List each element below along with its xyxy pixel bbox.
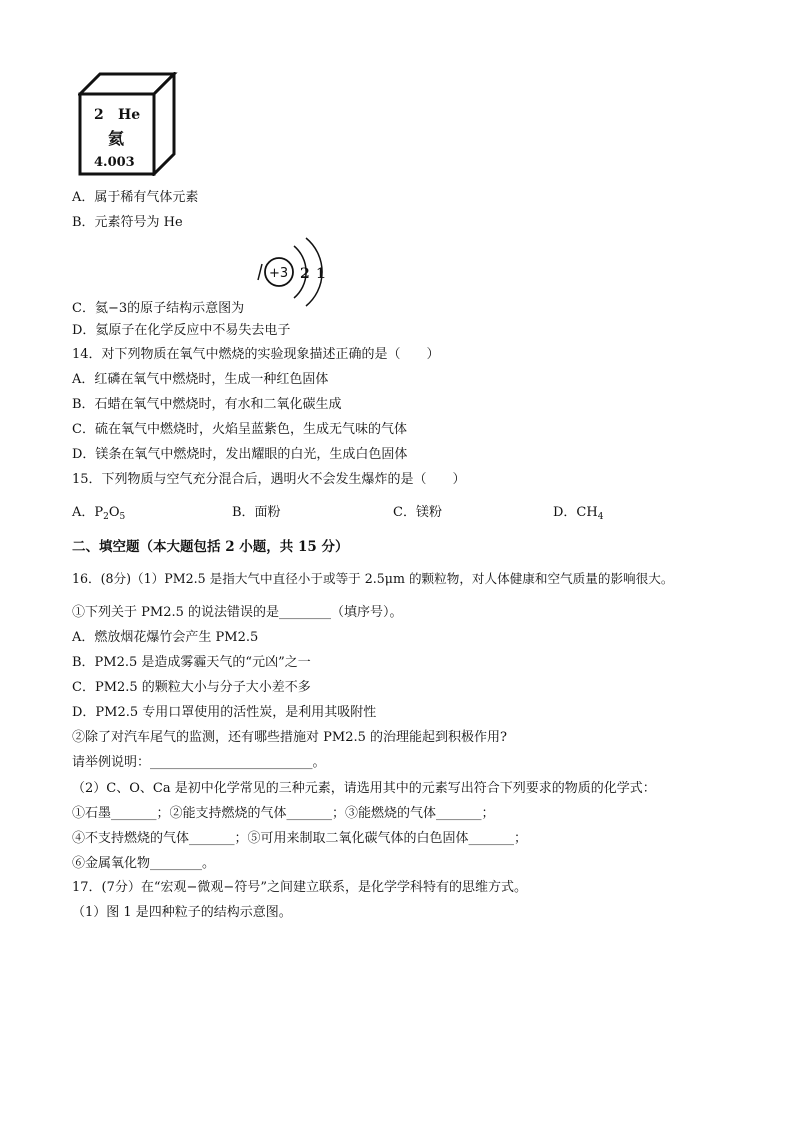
q14-option-d: D．镁条在氧气中燃烧时，发出耀眼的白光，生成白色固体 — [72, 447, 408, 462]
helium-element-tile — [78, 72, 178, 176]
q16-part5: ①石墨_______；②能支持燃烧的气体_______；③能燃烧的气体_______； — [72, 806, 495, 821]
q16-part4: （2）C、O、Ca 是初中化学常见的三种元素，请选用其中的元素写出符合下列要求的物质的化学式： — [72, 781, 656, 796]
tile-atomic-number: 2 — [94, 107, 104, 123]
shell2-electrons: 1 — [316, 266, 326, 282]
q16-part7: ⑥金属氧化物________。 — [72, 856, 216, 871]
helium3-atomic-structure-diagram — [250, 232, 330, 312]
q15-option-c: C．镁粉 — [393, 505, 442, 520]
q16-option-a: A．燃放烟花爆竹会产生 PM2.5 — [72, 630, 259, 645]
tile-atomic-mass: 4.003 — [94, 155, 135, 170]
nucleus-charge: +3 — [269, 266, 289, 281]
q17-stem: 17．(7分）在“宏观−微观−符号”之间建立联系，是化学学科特有的思维方式。 — [72, 880, 527, 895]
q13-option-c: C．氦−3的原子结构示意图为 — [72, 301, 245, 316]
q15-option-d: D．$CH_4$ — [553, 505, 604, 522]
tile-element-name: 氦 — [108, 129, 125, 148]
q13-option-b: B．元素符号为 He — [72, 215, 183, 230]
q15-option-b: B．面粉 — [232, 505, 281, 520]
shell1-electrons: 2 — [300, 266, 310, 282]
q16-part2: ②除了对汽车尾气的监测，还有哪些措施对 PM2.5 的治理能起到积极作用? — [72, 730, 507, 745]
q14-option-b: B．石蜡在氧气中燃烧时，有水和二氧化碳生成 — [72, 397, 342, 412]
tile-symbol: He — [118, 107, 141, 123]
q16-option-b: B．PM2.5 是造成雾霾天气的“元凶”之一 — [72, 655, 311, 670]
q16-option-d: D．PM2.5 专用口罩使用的活性炭，是利用其吸附性 — [72, 705, 377, 720]
q14-option-a: A．红磷在氧气中燃烧时，生成一种红色固体 — [72, 372, 329, 387]
q16-part1: ①下列关于 PM2.5 的说法错误的是________（填序号）。 — [72, 605, 403, 620]
section2-title: 二、填空题（本大题包括 2 小题，共 15 分） — [72, 539, 349, 555]
q16-part3: 请举例说明：_________________________。 — [72, 755, 326, 770]
q14-stem: 14．对下列物质在氧气中燃烧的实验现象描述正确的是（ ） — [72, 347, 440, 362]
q13-option-d: D．氦原子在化学反应中不易失去电子 — [72, 323, 291, 338]
q15-option-a: A．$P_2O_5$ — [72, 505, 126, 522]
q15-stem: 15．下列物质与空气充分混合后，遇明火不会发生爆炸的是（ ） — [72, 472, 466, 487]
q16-option-c: C．PM2.5 的颗粒大小与分子大小差不多 — [72, 680, 311, 695]
q17-part1: （1）图 1 是四种粒子的结构示意图。 — [72, 905, 292, 920]
q14-option-c: C．硫在氧气中燃烧时，火焰呈蓝紫色，生成无气味的气体 — [72, 422, 407, 437]
q13-option-a: A．属于稀有气体元素 — [72, 190, 199, 205]
q16-stem: 16．(8分)（1）PM2.5 是指大气中直径小于或等于 2.5μm 的颗粒物，对人体健康和空气质量的影响很大。 — [72, 571, 674, 586]
q16-part6: ④不支持燃烧的气体_______；⑤可用来制取二氧化碳气体的白色固体_______； — [72, 831, 528, 846]
